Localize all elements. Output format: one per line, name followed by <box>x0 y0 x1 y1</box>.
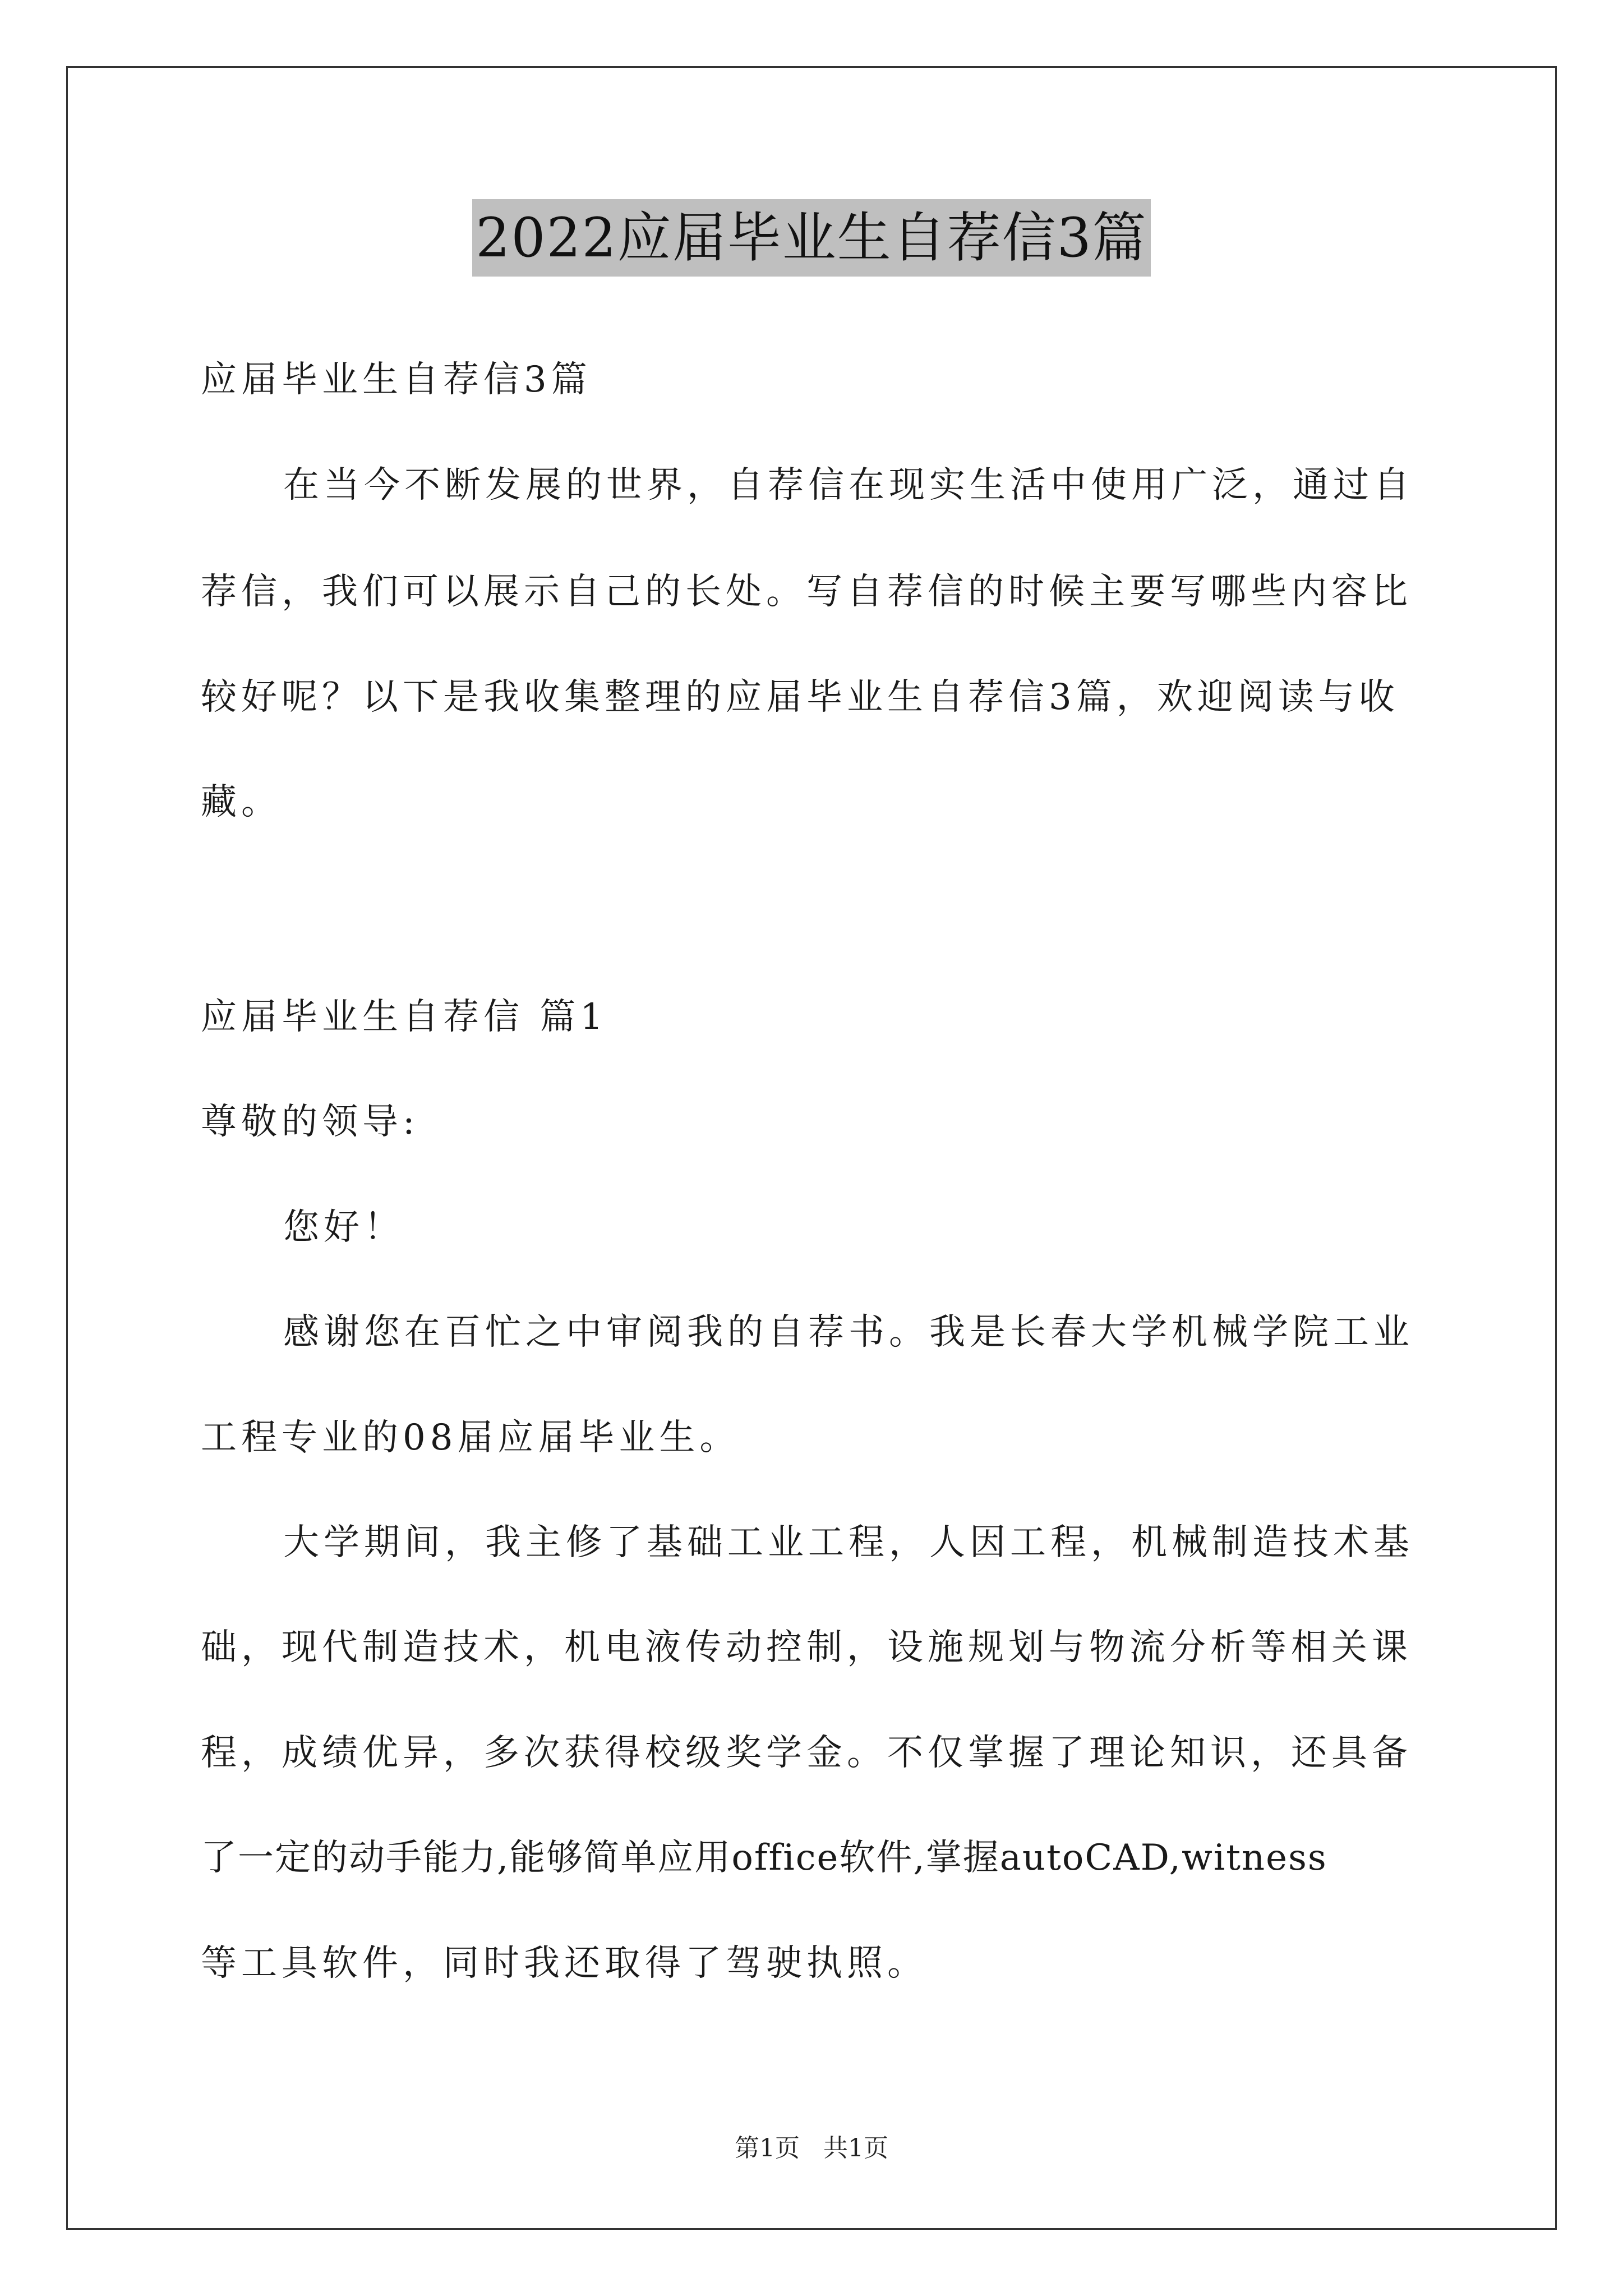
paragraph-2-line-5: 等工具软件，同时我还取得了驾驶执照。 <box>201 1943 928 1984</box>
section-heading: 应届毕业生自荐信 篇1 <box>201 996 608 1038</box>
intro-line-4: 藏。 <box>201 781 282 823</box>
greeting: 您好！ <box>283 1207 404 1248</box>
paragraph-2-line-4: 了一定的动手能力,能够简单应用office软件,掌握autoCAD,witness <box>201 1837 1327 1879</box>
paragraph-1-line-2: 工程专业的08届应届毕业生。 <box>201 1417 740 1458</box>
intro-line-3: 较好呢？以下是我收集整理的应届毕业生自荐信3篇，欢迎阅读与收 <box>201 677 1399 718</box>
paragraph-2-line-1: 大学期间，我主修了基础工业工程，人因工程，机械制造技术基 <box>283 1522 1414 1563</box>
paragraph-2-line-3: 程，成绩优异，多次获得校级奖学金。不仅掌握了理论知识，还具备 <box>201 1732 1412 1774</box>
salutation: 尊敬的领导: <box>201 1101 419 1143</box>
document-title: 2022应届毕业生自荐信3篇 <box>472 199 1150 277</box>
intro-line-2: 荐信，我们可以展示自己的长处。写自荐信的时候主要写哪些内容比 <box>201 571 1412 613</box>
paragraph-2-line-2: 础，现代制造技术，机电液传动控制，设施规划与物流分析等相关课 <box>201 1627 1412 1668</box>
paragraph-1-line-1: 感谢您在百忙之中审阅我的自荐书。我是长春大学机械学院工业 <box>283 1312 1414 1353</box>
intro-line-1: 在当今不断发展的世界，自荐信在现实生活中使用广泛，通过自 <box>283 464 1414 506</box>
page-footer: 第1页 共1页 <box>735 2134 888 2162</box>
title-container <box>0 199 1623 277</box>
subtitle: 应届毕业生自荐信3篇 <box>201 359 592 401</box>
